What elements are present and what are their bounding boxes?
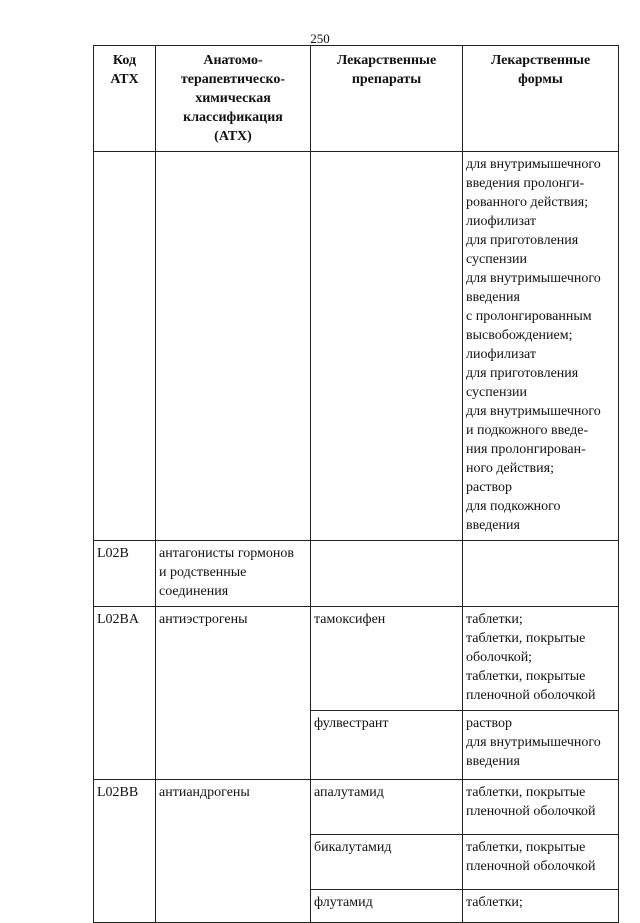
cell-drug: флутамид (311, 890, 463, 923)
cell-forms: таблетки, покрытые пленочной оболочкой (463, 780, 619, 835)
header-code: Код АТХ (94, 46, 156, 152)
cell-code (94, 152, 156, 541)
cell-drug: бикалутамид (311, 835, 463, 890)
cell-forms: раствор для внутримышечного введения (463, 711, 619, 780)
table-row-tamoxifen (94, 607, 619, 711)
cell-drug: фулвестрант (311, 711, 463, 780)
table-header-row (94, 46, 619, 152)
cell-code: L02BB (94, 780, 156, 923)
header-drugs: Лекарственные препараты (311, 46, 463, 152)
cell-code: L02B (94, 541, 156, 607)
cell-forms: таблетки, покрытые пленочной оболочкой (463, 835, 619, 890)
page-number: 250 (310, 31, 330, 46)
header-dosage-forms: Лекарственные формы (463, 46, 619, 152)
cell-drug: апалутамид (311, 780, 463, 835)
cell-drug (311, 541, 463, 607)
table-row-continuation (94, 152, 619, 541)
cell-classification: антиэстрогены (156, 607, 311, 780)
table-row-l02b (94, 541, 619, 607)
cell-drug: тамоксифен (311, 607, 463, 711)
cell-classification (156, 152, 311, 541)
header-atc-classification: Анатомо- терапевтическо- химическая классификация (АТХ) (156, 46, 311, 152)
cell-drug (311, 152, 463, 541)
cell-code: L02BA (94, 607, 156, 780)
cell-classification: антагонисты гормонов и родственные соединения (156, 541, 311, 607)
cell-forms: таблетки; таблетки, покрытые оболочкой; таблетки, покрытые пленочной оболочкой (463, 607, 619, 711)
cell-forms: таблетки; (463, 890, 619, 923)
atc-table (93, 45, 619, 923)
cell-forms (463, 541, 619, 607)
cell-classification: антиандрогены (156, 780, 311, 923)
table-row-apalutamide (94, 780, 619, 835)
cell-forms: для внутримышечного введения пролонги- рованного действия; лиофилизат для приготовления суспензии для внутримышечного введения с пролонгированным высвобождением; лиофилизат для приготовления суспензии для внутримышечного и подкожного введе- ния пролонгирован- ного действия; раствор для подкожного введения (463, 152, 619, 541)
